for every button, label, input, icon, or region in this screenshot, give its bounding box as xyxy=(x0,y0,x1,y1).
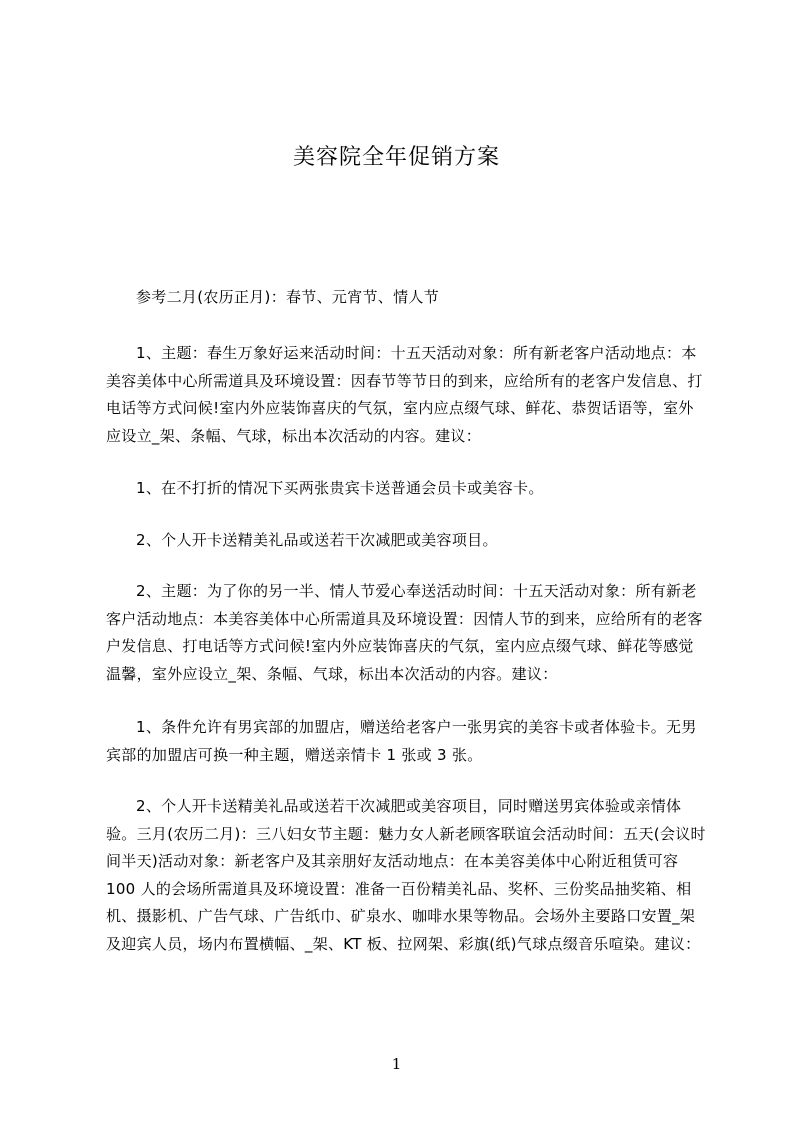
paragraph-theme-spring: 1、主题：春生万象好运来活动时间：十五天活动对象：所有新老客户活动地点：本美容美体中心所需道具及环境设置：因春节等节日的到来，应给所有的老客户发信息、打电话等方式问候!室内外应装饰喜庆的气氛，室内应点缀气球、鲜花、恭贺话语等，室外应设立_架、条幅、气球，标出本次活动的内容。建议： xyxy=(106,344,703,445)
paragraph-march-womens-day: 2、个人开卡送精美礼品或送若干次减肥或美容项目，同时赠送男宾体验或亲情体验。三月(农历二月)：三八妇女节主题：魅力女人新老顾客联谊会活动时间：五天(会议时间半天)活动对象：新老客户及其亲朋好友活动地点：在本美容美体中心附近租赁可容 100 人的会场所需道具及环境设置：准备一百份精美礼品、奖杯、三份奖品抽奖箱、相机、摄影机、广告气球、广告纸巾、矿泉水、咖啡水果等物品。会场外主要路口安置_架及迎宾人员，场内布置横幅、_架、KT 板、拉网架、彩旗(纸)气球点缀音乐喧染。建议： xyxy=(106,797,706,953)
paragraph-theme-valentine: 2、主题：为了你的另一半、情人节爱心奉送活动时间：十五天活动对象：所有新老客户活动地点：本美容美体中心所需道具及环境设置：因情人节的到来，应给所有的老客户发信息、打电话等方式问候!室内外应装饰喜庆的气氛，室内应点缀气球、鲜花等感觉温馨，室外应设立_架、条幅、气球，标出本次活动的内容。建议： xyxy=(106,582,703,683)
paragraph-suggestion-1: 1、在不打折的情况下买两张贵宾卡送普通会员卡或美容卡。 xyxy=(136,479,544,497)
paragraph-month-february: 参考二月(农历正月)：春节、元宵节、情人节 xyxy=(136,288,440,306)
page-number: 1 xyxy=(391,1055,402,1073)
paragraph-suggestion-2: 2、个人开卡送精美礼品或送若干次减肥或美容项目。 xyxy=(136,531,498,549)
paragraph-valentine-suggestion-1: 1、条件允许有男宾部的加盟店，赠送给老客户一张男宾的美容卡或者体验卡。无男宾部的加盟店可换一种主题，赠送亲情卡 1 张或 3 张。 xyxy=(106,718,697,764)
document-title: 美容院全年促销方案 xyxy=(292,145,500,170)
